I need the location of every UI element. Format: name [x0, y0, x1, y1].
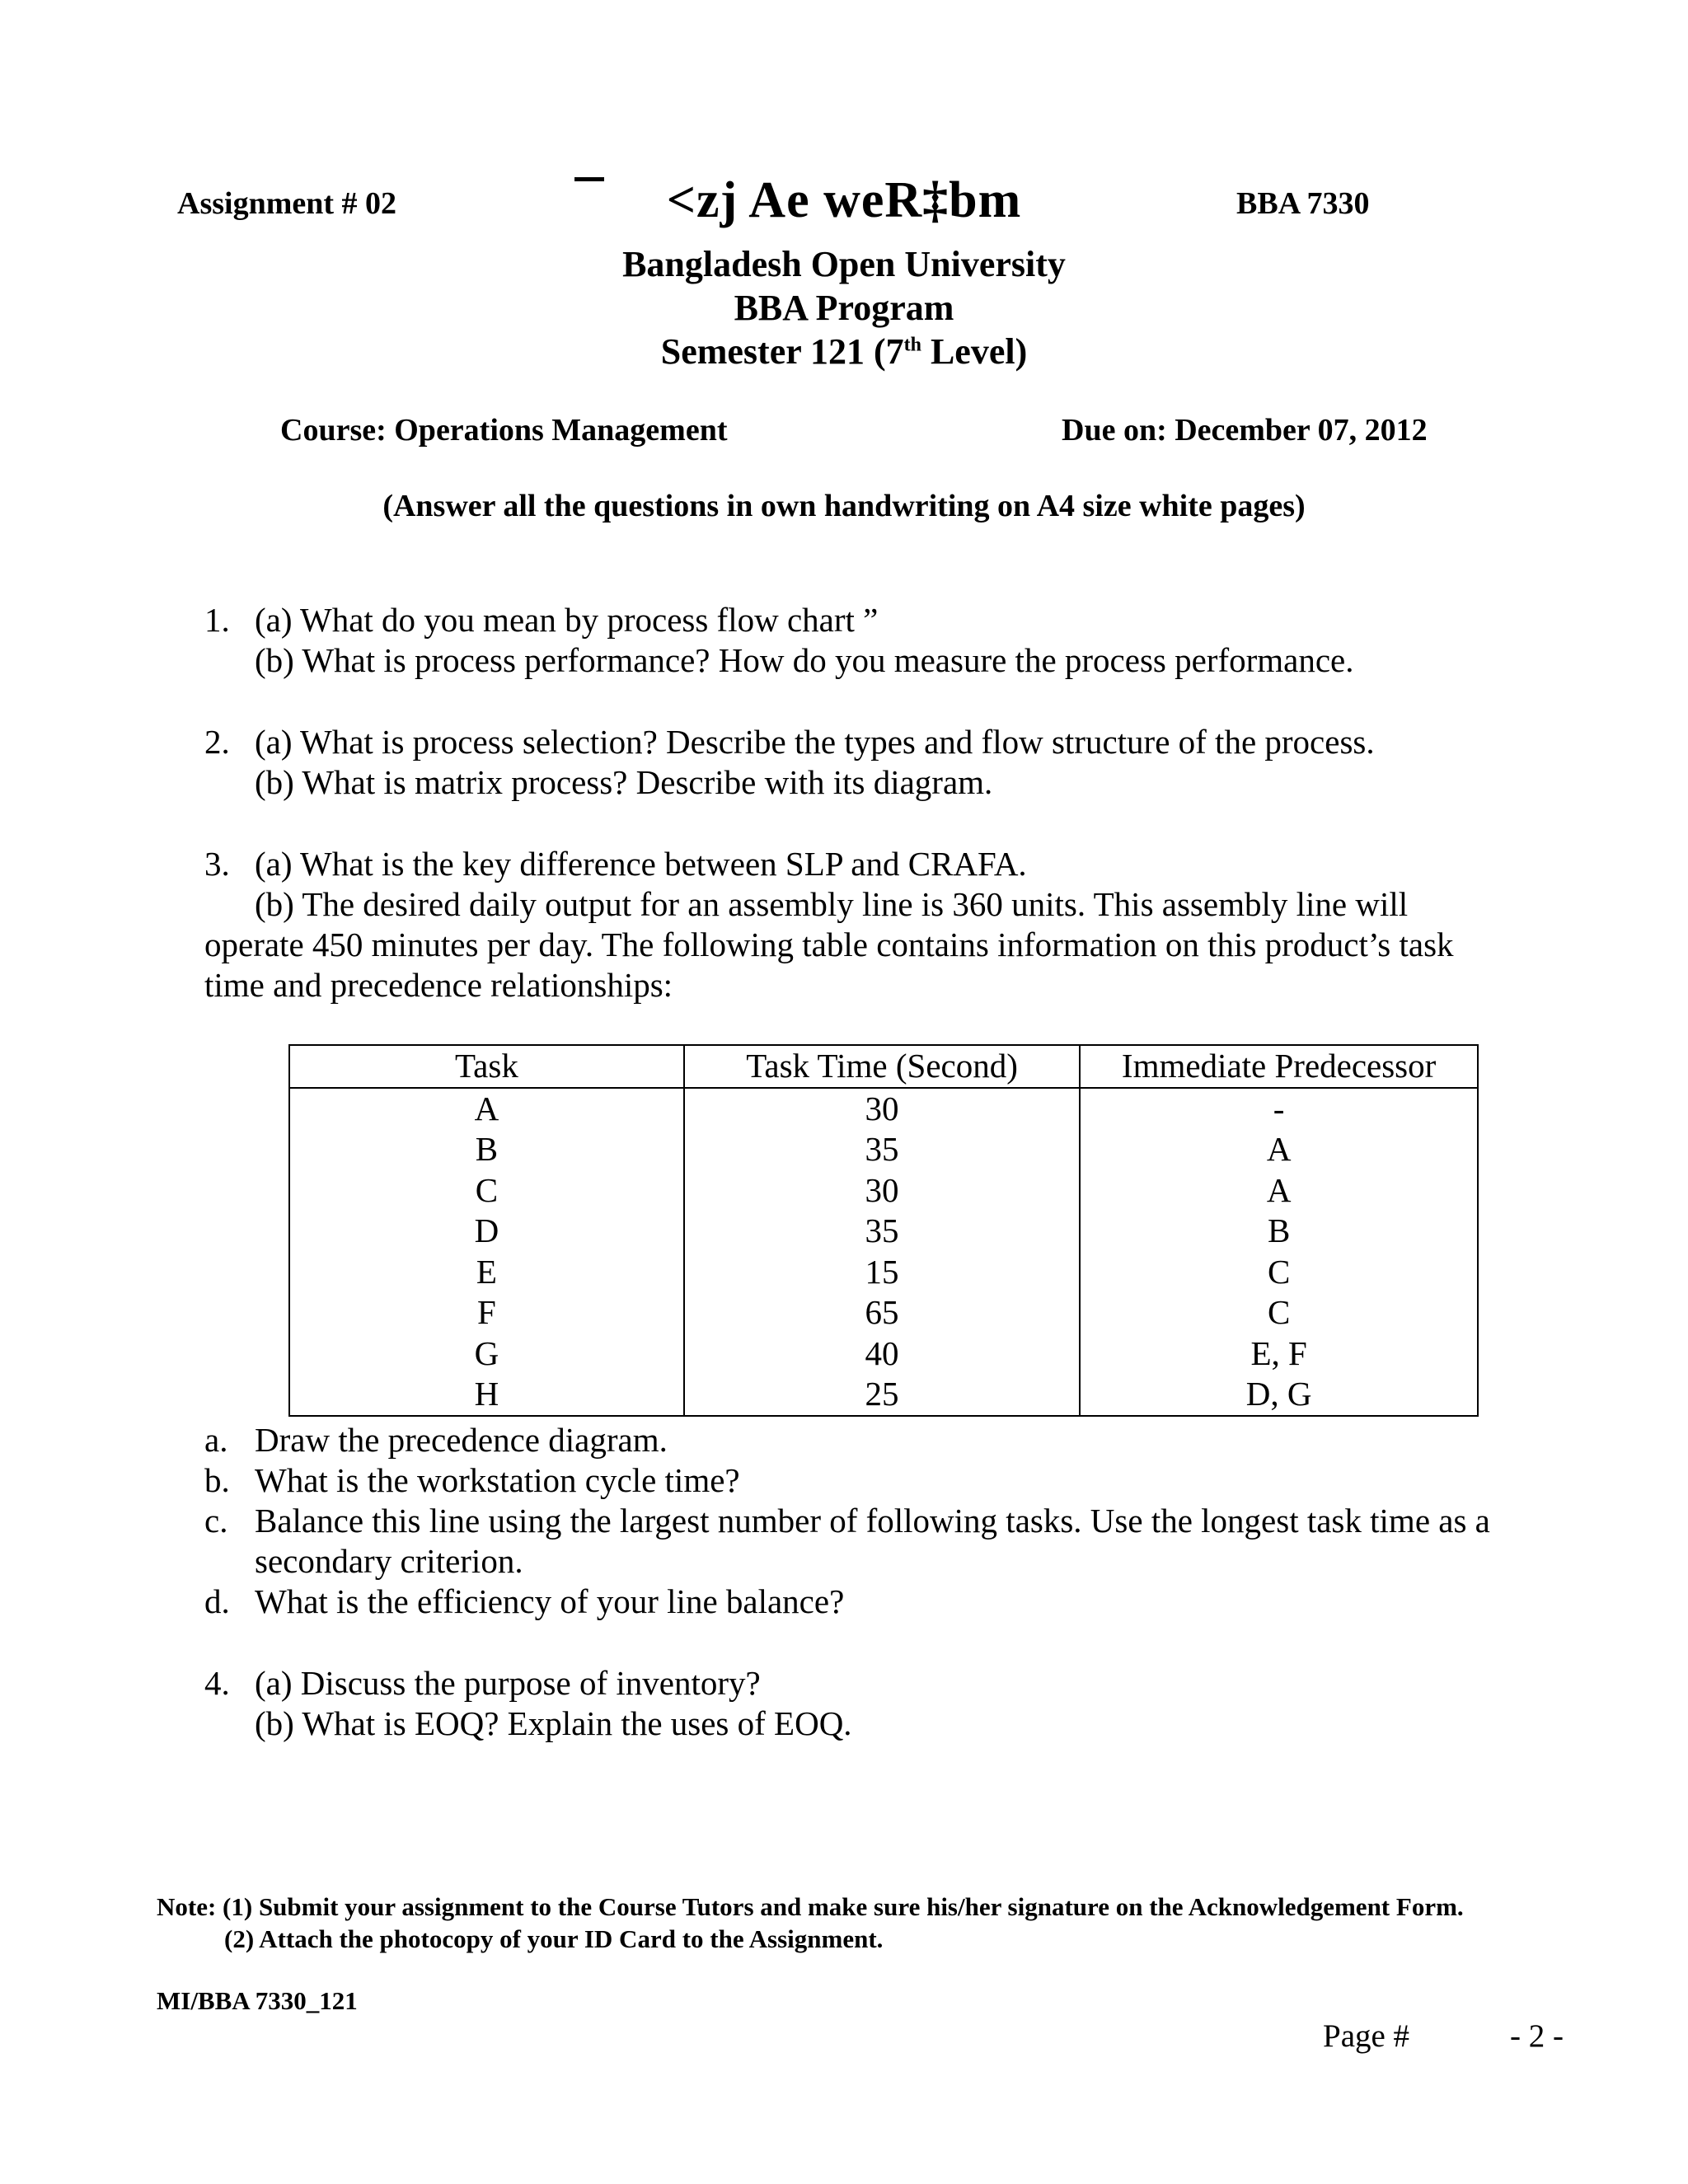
- question-part-b: (b) What is matrix process? Describe with its diagram.: [255, 763, 993, 801]
- subitem-b: What is the workstation cycle time?: [255, 1461, 740, 1499]
- task-cell: B: [289, 1129, 684, 1170]
- table-row: [289, 1211, 1478, 1252]
- question-number: 3.: [204, 845, 230, 883]
- question-part-a: (a) What is the key difference between SLP and CRAFA.: [255, 845, 1027, 883]
- course-title: Course: Operations Management: [280, 413, 728, 448]
- subitem-c-line-1: Balance this line using the largest number of following tasks. Use the longest task time as a: [255, 1502, 1490, 1540]
- table-row: [289, 1252, 1478, 1293]
- predecessor-cell: B: [1080, 1211, 1478, 1252]
- question-part-a: (a) What do you mean by process flow chart ”: [255, 601, 879, 639]
- subitem-label: b.: [204, 1461, 230, 1499]
- question-part-b: (b) What is EOQ? Explain the uses of EOQ.: [255, 1704, 852, 1742]
- table-row: [289, 1088, 1478, 1130]
- page-number: - 2 -: [1510, 2018, 1564, 2054]
- instruction: (Answer all the questions in own handwriting on A4 size white pages): [382, 489, 1306, 523]
- table-row: [289, 1129, 1478, 1170]
- semester-suffix: Level): [921, 331, 1028, 372]
- question-number: 1.: [204, 601, 230, 639]
- column-header-predecessor: Immediate Predecessor: [1080, 1045, 1478, 1088]
- task-time-cell: 30: [684, 1088, 1080, 1130]
- subitem-c-line-2: secondary criterion.: [255, 1542, 523, 1580]
- column-header-task-time: Task Time (Second): [684, 1045, 1080, 1088]
- task-time-cell: 65: [684, 1292, 1080, 1333]
- question-part-b-line-3: time and precedence relationships:: [204, 966, 673, 1004]
- subitem-label: a.: [204, 1421, 228, 1459]
- bangla-university-title: <zj Ae weR‡bm: [666, 172, 1022, 228]
- document-code: MI/BBA 7330_121: [157, 1986, 358, 2015]
- question-part-b: (b) What is process performance? How do you measure the process performance.: [255, 641, 1354, 679]
- task-time-cell: 25: [684, 1374, 1080, 1416]
- task-time-cell: 30: [684, 1170, 1080, 1212]
- due-date: Due on: December 07, 2012: [1062, 413, 1428, 448]
- page-label: Page #: [1323, 2018, 1410, 2054]
- task-cell: A: [289, 1088, 684, 1130]
- table-row: [289, 1333, 1478, 1375]
- table-row: [289, 1292, 1478, 1333]
- task-cell: H: [289, 1374, 684, 1416]
- table-row: [289, 1374, 1478, 1416]
- note-line-1: Note: (1) Submit your assignment to the Course Tutors and make sure his/her signature on the Acknowledgement Form.: [157, 1892, 1464, 1921]
- question-part-b-line-2: operate 450 minutes per day. The following table contains information on this product’s task: [204, 926, 1454, 963]
- task-time-cell: 35: [684, 1129, 1080, 1170]
- question-number: 4.: [204, 1664, 230, 1702]
- task-cell: C: [289, 1170, 684, 1212]
- task-time-cell: 15: [684, 1252, 1080, 1293]
- assignment-number: Assignment # 02: [177, 186, 397, 221]
- task-time-cell: 35: [684, 1211, 1080, 1252]
- question-part-a: (a) What is process selection? Describe the types and flow structure of the process.: [255, 723, 1375, 761]
- table-row: [289, 1170, 1478, 1212]
- subitem-label: c.: [204, 1502, 228, 1540]
- subitem-a: Draw the precedence diagram.: [255, 1421, 668, 1459]
- predecessor-cell: E, F: [1080, 1333, 1478, 1375]
- predecessor-cell: A: [1080, 1170, 1478, 1212]
- predecessor-cell: C: [1080, 1292, 1478, 1333]
- predecessor-cell: -: [1080, 1088, 1478, 1130]
- predecessor-cell: D, G: [1080, 1374, 1478, 1416]
- subitem-label: d.: [204, 1582, 230, 1620]
- note-line-2: (2) Attach the photocopy of your ID Card to the Assignment.: [224, 1924, 884, 1953]
- task-precedence-table: [288, 1044, 1479, 1417]
- task-time-cell: 40: [684, 1333, 1080, 1375]
- semester-line: [0, 330, 1688, 373]
- column-header-task: Task: [289, 1045, 684, 1088]
- university-name: Bangladesh Open University: [622, 244, 1066, 284]
- semester-ordinal: th: [903, 334, 921, 356]
- task-cell: E: [289, 1252, 684, 1293]
- question-number: 2.: [204, 723, 230, 761]
- task-cell: D: [289, 1211, 684, 1252]
- program-name: BBA Program: [734, 288, 954, 328]
- semester-prefix: Semester 121 (7: [660, 331, 904, 372]
- predecessor-cell: A: [1080, 1129, 1478, 1170]
- question-part-b-line-1: (b) The desired daily output for an assembly line is 360 units. This assembly line will: [255, 885, 1409, 923]
- course-code: BBA 7330: [1236, 186, 1370, 221]
- subitem-d: What is the efficiency of your line balance?: [255, 1582, 845, 1620]
- question-part-a: (a) Discuss the purpose of inventory?: [255, 1664, 761, 1702]
- task-cell: F: [289, 1292, 684, 1333]
- task-cell: G: [289, 1333, 684, 1375]
- table-header-row: [289, 1045, 1478, 1088]
- predecessor-cell: C: [1080, 1252, 1478, 1293]
